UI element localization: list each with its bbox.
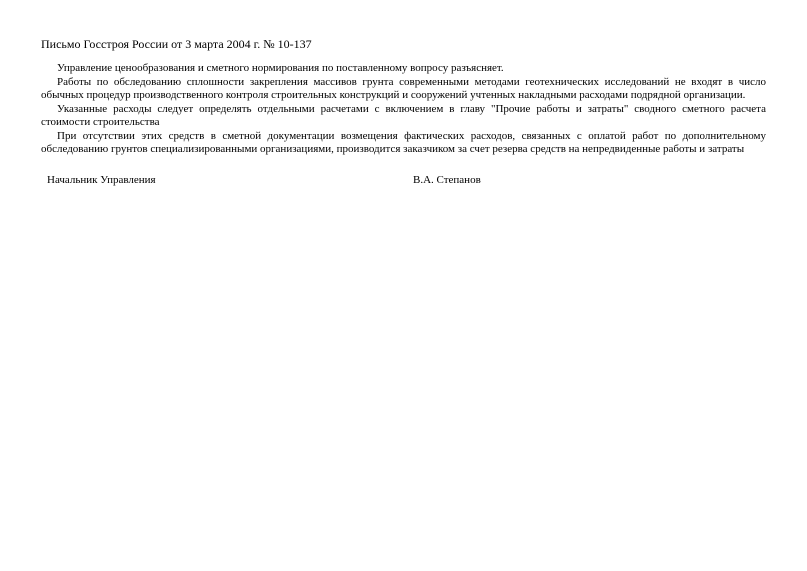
signature-position: Начальник Управления xyxy=(47,174,156,186)
document-body xyxy=(41,62,766,157)
paragraph-reserve: При отсутствии этих средств в сметной документации возмещения фактических расходов, связанных с оплатой работ по дополнительному обследованию грунтов специализированными организациями, производится заказчиком за счет резерва средств на непредвиденные работы и затраты xyxy=(41,129,766,155)
paragraph-intro: Управление ценообразования и сметного нормирования по поставленному вопросу разъясняет. xyxy=(57,62,504,74)
paragraph-works: Работы по обследованию сплошности закрепления массивов грунта современными методами геотехнических исследований не входят в число обычных процедур производственного контроля строительных конструкций и сооружений учтенных накладными расходами подрядной организации. xyxy=(41,75,766,101)
document-title: Письмо Госстроя России от 3 марта 2004 г. № 10-137 xyxy=(41,37,312,51)
paragraph-expenses: Указанные расходы следует определять отдельными расчетами с включением в главу "Прочие работы и затраты" сводного сметного расчета стоимости строительства xyxy=(41,102,766,128)
signature-name: В.А. Степанов xyxy=(413,174,481,186)
